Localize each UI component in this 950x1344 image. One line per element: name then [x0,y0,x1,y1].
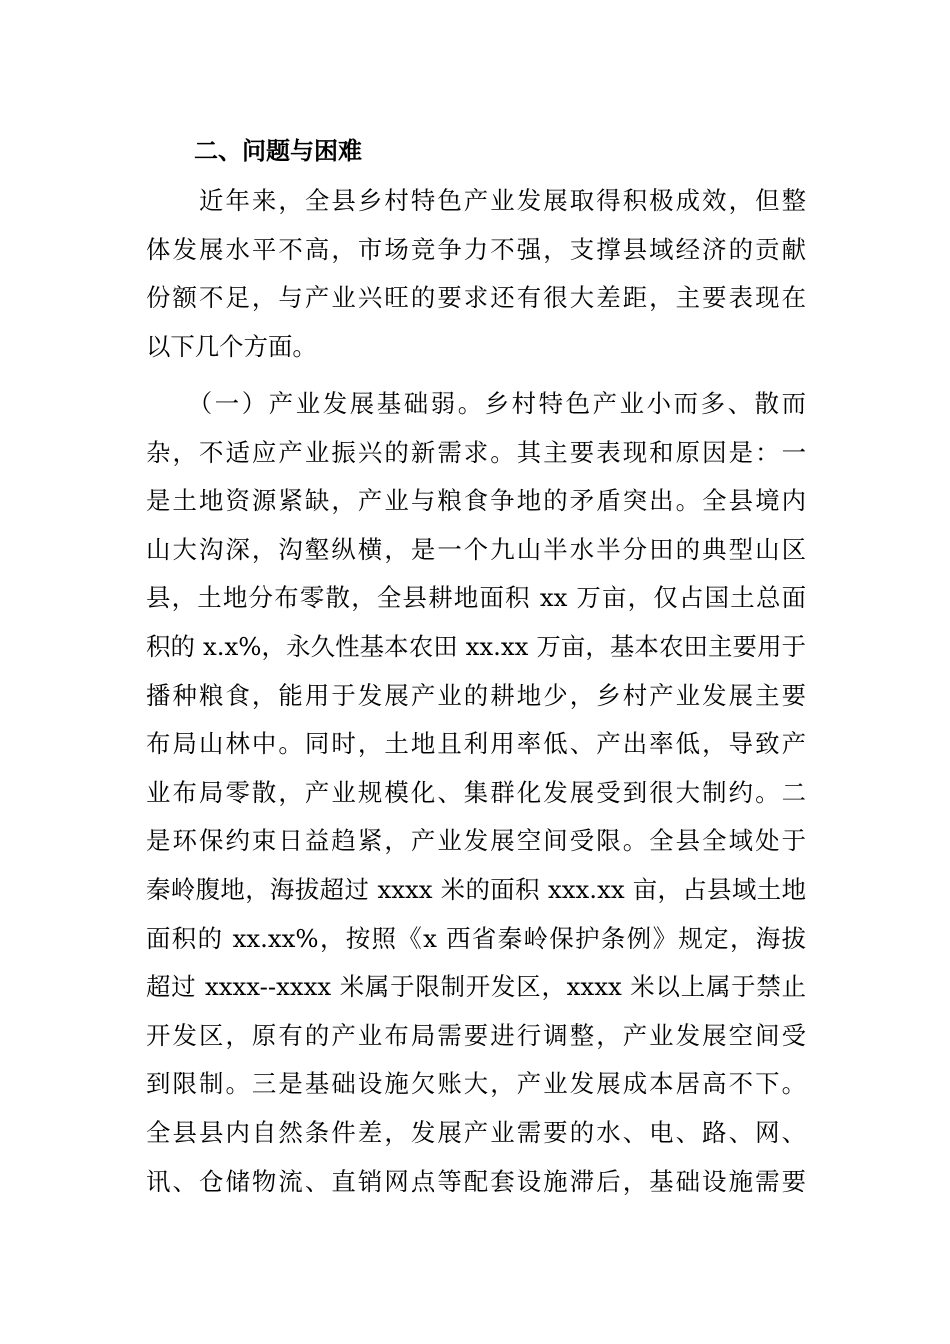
paragraph-line: 面积的 xx.xx%，按照《x 西省秦岭保护条例》规定，海拔 [146,923,806,953]
paragraph-line: 播种粮食，能用于发展产业的耕地少，乡村产业发展主要 [146,680,806,710]
paragraph-line: （一）产业发展基础弱。乡村特色产业小而多、散而 [146,389,806,418]
paragraph-line: 开发区，原有的产业布局需要进行调整，产业发展空间受 [146,1020,806,1050]
intro-paragraph [146,177,806,371]
section-one-paragraph [146,380,806,1206]
paragraph-line: 秦岭腹地，海拔超过 xxxx 米的面积 xxx.xx 亩，占县域土地 [146,874,806,904]
section-heading: 二、问题与困难 [194,137,362,165]
paragraph-line: 杂，不适应产业振兴的新需求。其主要表现和原因是：一 [146,437,806,467]
paragraph-line: 超过 xxxx--xxxx 米属于限制开发区，xxxx 米以上属于禁止 [146,972,806,1002]
paragraph-line: 积的 x.x%，永久性基本农田 xx.xx 万亩，基本农田主要用于 [146,631,806,661]
paragraph-line: 以下几个方面。 [146,331,317,361]
paragraph-line: 布局山林中。同时，土地且利用率低、产出率低，导致产 [146,729,806,759]
paragraph-line: 体发展水平不高，市场竞争力不强，支撑县域经济的贡献 [146,234,806,264]
paragraph-line: 到限制。三是基础设施欠账大，产业发展成本居高不下。 [146,1069,806,1099]
paragraph-line: 是土地资源紧缺，产业与粮食争地的矛盾突出。全县境内 [146,486,806,516]
paragraph-line: 全县县内自然条件差，发展产业需要的水、电、路、网、 [146,1117,806,1147]
paragraph-line: 份额不足，与产业兴旺的要求还有很大差距，主要表现在 [146,283,806,313]
paragraph-line: 县，土地分布零散，全县耕地面积 xx 万亩，仅占国土总面 [146,583,806,613]
paragraph-line: 山大沟深，沟壑纵横，是一个九山半水半分田的典型山区 [146,534,806,564]
paragraph-line: 业布局零散，产业规模化、集群化发展受到很大制约。二 [146,777,806,807]
paragraph-line: 近年来，全县乡村特色产业发展取得积极成效，但整 [146,186,806,215]
paragraph-line: 讯、仓储物流、直销网点等配套设施滞后，基础设施需要 [146,1166,806,1196]
paragraph-line: 是环保约束日益趋紧，产业发展空间受限。全县全域处于 [146,826,806,856]
